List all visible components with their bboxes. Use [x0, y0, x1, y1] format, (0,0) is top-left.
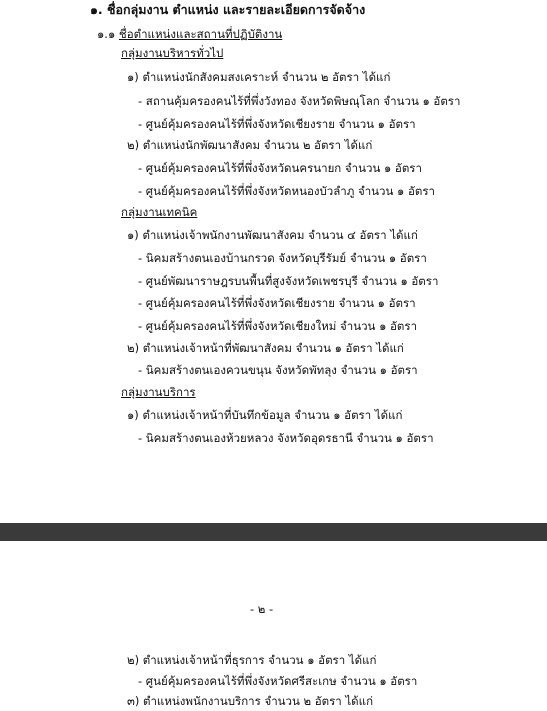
- location-item: - สถานคุ้มครองคนไร้ที่พึ่งวังทอง จังหวัดพิษณุโลก จำนวน ๑ อัตรา: [138, 94, 461, 108]
- location-item: - ศูนย์คุ้มครองคนไร้ที่พึ่งจังหวัดเชียงราย จำนวน ๑ อัตรา: [138, 117, 416, 131]
- location-item: - ศูนย์คุ้มครองคนไร้ที่พึ่งจังหวัดหนองบัวลำภู จำนวน ๑ อัตรา: [138, 184, 435, 198]
- position-title: ๑) ตำแหน่งนักสังคมสงเคราะห์ จำนวน ๒ อัตรา ได้แก่: [127, 70, 391, 84]
- location-item: - ศูนย์คุ้มครองคนไร้ที่พึ่งจังหวัดศรีสะเกษ จำนวน ๑ อัตรา: [138, 674, 418, 688]
- position-title: ๑) ตำแหน่งเจ้าพนักงานพัฒนาสังคม จำนวน ๔ อัตรา ได้แก่: [127, 228, 418, 242]
- location-item: - ศูนย์พัฒนาราษฎรบนพื้นที่สูงจังหวัดเพชรบุรี จำนวน ๑ อัตรา: [138, 274, 439, 288]
- position-title: ๑) ตำแหน่งเจ้าหน้าที่บันทึกข้อมูล จำนวน ๑ อัตรา ได้แก่: [127, 408, 403, 422]
- location-item: - นิคมสร้างตนเองห้วยหลวง จังหวัดอุดรธานี จำนวน ๑ อัตรา: [138, 431, 434, 445]
- subsection-number: ๑.๑: [97, 27, 116, 41]
- group-heading-general-admin: กลุ่มงานบริหารทั่วไป: [121, 46, 224, 60]
- location-item: - ศูนย์คุ้มครองคนไร้ที่พึ่งจังหวัดนครนายก จำนวน ๑ อัตรา: [138, 161, 422, 175]
- position-title: ๒) ตำแหน่งเจ้าหน้าที่พัฒนาสังคม จำนวน ๑ อัตรา ได้แก่: [127, 341, 404, 355]
- location-item: - ศูนย์คุ้มครองคนไร้ที่พึ่งจังหวัดเชียงราย จำนวน ๑ อัตรา: [138, 296, 416, 310]
- section-heading: ๑. ชื่อกลุ่มงาน ตำแหน่ง และรายละเอียดการจัดจ้าง: [90, 2, 366, 17]
- position-title: ๒) ตำแหน่งเจ้าหน้าที่ธุรการ จำนวน ๑ อัตรา ได้แก่: [127, 653, 377, 667]
- location-item: - นิคมสร้างตนเองบ้านกรวด จังหวัดบุรีรัมย์ จำนวน ๑ อัตรา: [138, 251, 427, 265]
- group-heading-technical: กลุ่มงานเทคนิค: [121, 205, 198, 219]
- location-item: - ศูนย์คุ้มครองคนไร้ที่พึ่งจังหวัดเชียงใหม่ จำนวน ๑ อัตรา: [138, 319, 418, 333]
- position-title: ๓) ตำแหน่งพนักงานบริการ จำนวน ๒ อัตรา ได้แก่: [127, 694, 374, 708]
- group-heading-service: กลุ่มงานบริการ: [121, 385, 196, 399]
- subsection-heading: [97, 26, 282, 42]
- location-item: - นิคมสร้างตนเองควนขนุน จังหวัดพัทลุง จำนวน ๑ อัตรา: [138, 363, 418, 377]
- page-separator: [0, 523, 547, 541]
- subsection-title: ชื่อตำแหน่งและสถานที่ปฏิบัติงาน: [118, 27, 283, 41]
- position-title: ๒) ตำแหน่งนักพัฒนาสังคม จำนวน ๒ อัตรา ได้แก่: [127, 138, 373, 152]
- page-number: - ๒ -: [250, 602, 274, 616]
